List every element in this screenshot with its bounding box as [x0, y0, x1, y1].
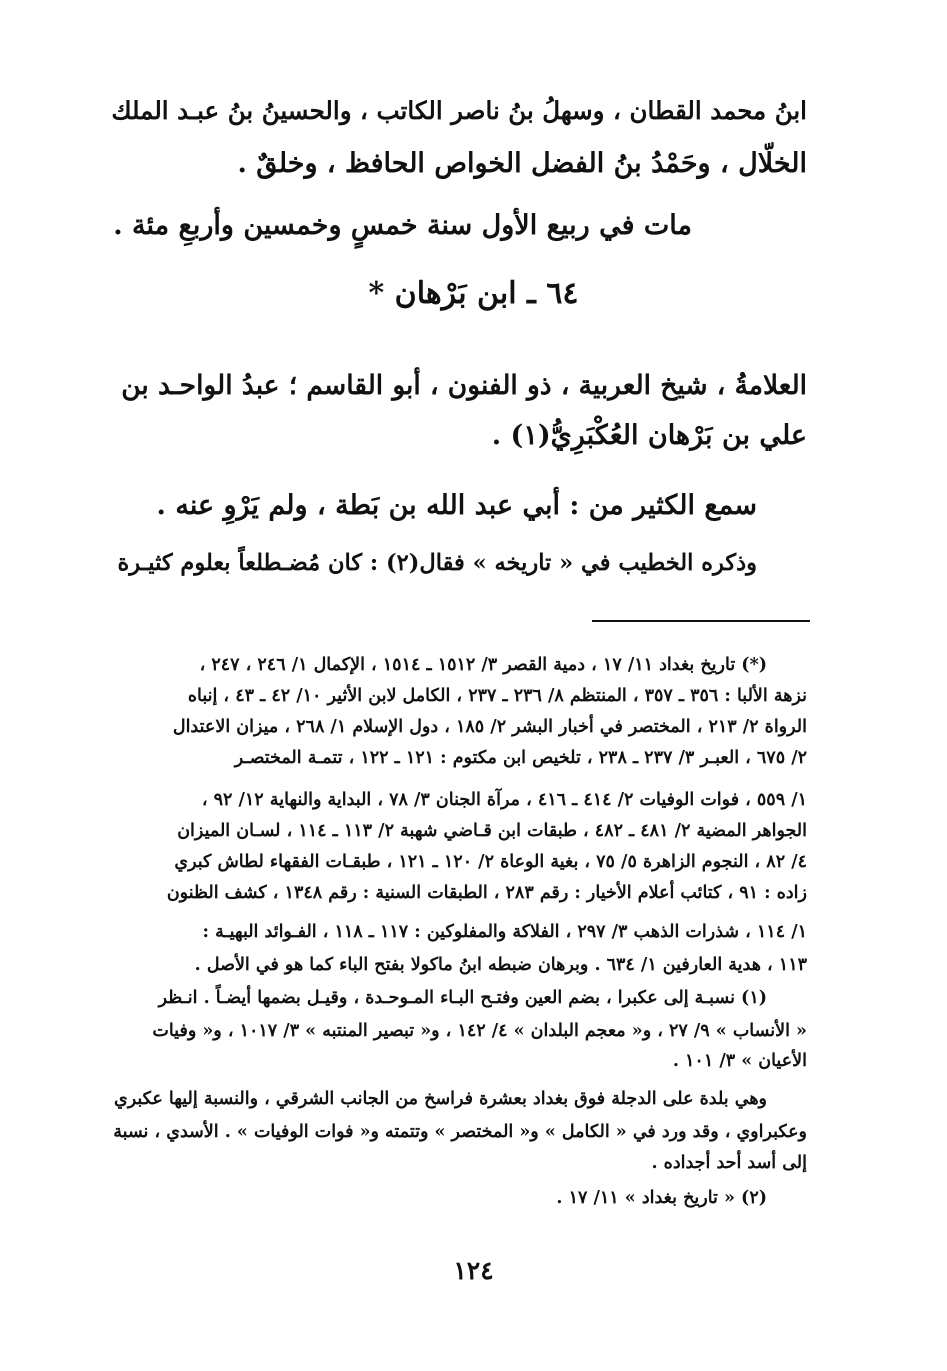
entry-line-3: سمع الكثير من : أبي عبد الله بن بَطة ، ولم يَرْوِ عنه .: [156, 490, 757, 521]
footnote-separator: [592, 620, 810, 622]
footnote-line: الرواة ٢/ ٢١٣ ، المختصر في أخبار البشر ٢/ ١٨٥ ، دول الإسلام ١/ ٢٦٨ ، ميزان الاعتدال: [172, 717, 807, 737]
entry-line-2: علي بن بَرْهان العُكْبَرِيُّ(١) .: [491, 420, 807, 451]
footnote-line: وعكبراوي ، وقد ورد في « الكامل » و« المختصر » وتتمته و« فوات الوفيات » . الأسدي ، نسبة: [113, 1122, 807, 1142]
footnote-line: إلى أسد أحد أجداده .: [651, 1153, 807, 1173]
footnote-line: ١/ ٥٥٩ ، فوات الوفيات ٢/ ٤١٤ ـ ٤١٦ ، مرآة الجنان ٣/ ٧٨ ، البداية والنهاية ١٢/ ٩٢ ،: [201, 790, 807, 810]
death-date-line: مات في ربيع الأول سنة خمسٍ وخمسين وأربعِ مئة .: [113, 210, 692, 241]
footnote-line: (*) تاريخ بغداد ١١/ ١٧ ، دمية القصر ٣/ ١٥١٢ ـ ١٥١٤ ، الإكمال ١/ ٢٤٦ ، ٢٤٧ ،: [199, 655, 767, 675]
footnote-line: ١١٣ ، هدية العارفين ١/ ٦٣٤ . وبرهان ضبطه ابنُ ماكولا بفتح الباء كما هو في الأصل .: [194, 955, 807, 975]
footnote-line: نزهة الألبا : ٣٥٦ ـ ٣٥٧ ، المنتظم ٨/ ٢٣٦ ـ ٢٣٧ ، الكامل لابن الأثير ١٠/ ٤٢ ـ ٤٣ ، إنباه: [187, 686, 807, 706]
page-number: ١٢٤: [453, 1256, 494, 1285]
footnote-line: وهي بلدة على الدجلة فوق بغداد بعشرة فراسخ من الجانب الشرقي ، والنسبة إليها عكبري: [114, 1089, 767, 1109]
footnote-line: الجواهر المضية ٢/ ٤٨١ ـ ٤٨٢ ، طبقات ابن قـاضي شهبة ٢/ ١١٣ ـ ١١٤ ، لسـان الميزان: [177, 821, 807, 841]
footnote-line: ٤/ ٨٢ ، النجوم الزاهرة ٥/ ٧٥ ، بغية الوعاة ٢/ ١٢٠ ـ ١٢١ ، طبقـات الفقهاء لطاش كبري: [174, 852, 807, 872]
footnote-line: ٢/ ٦٧٥ ، العبـر ٣/ ٢٣٧ ـ ٢٣٨ ، تلخيص ابن مكتوم : ١٢١ ـ ١٢٢ ، تتمـة المختصـر: [234, 748, 807, 768]
intro-line-1: ابنُ محمد القطان ، وسهلُ بنُ ناصر الكاتب ، والحسينُ بنُ عبـد الملك: [111, 96, 807, 125]
footnote-line: الأعيان » ٣/ ١٠١ .: [672, 1051, 807, 1071]
footnote-line: « الأنساب » ٩/ ٢٧ ، و« معجم البلدان » ٤/ ١٤٢ ، و« تبصير المنتبه » ٣/ ١٠١٧ ، و« وفيات: [152, 1021, 807, 1041]
entry-heading: ٦٤ ـ ابن بَرْهان *: [368, 276, 579, 311]
entry-line-4: وذكره الخطيب في « تاريخه » فقال(٢) : كان مُضـطلعاً بعلوم كثيـرة: [117, 550, 757, 576]
footnote-line: (١) نسبـة إلى عكبرا ، بضم العين وفتـح البـاء المـوحـدة ، وقيـل بضمها أيضـاً . انـظر: [158, 988, 767, 1008]
footnote-line: ١/ ١١٤ ، شذرات الذهب ٣/ ٢٩٧ ، الفلاكة والمفلوكين : ١١٧ ـ ١١٨ ، الفـوائد البهيـة :: [202, 922, 807, 942]
footnote-line: زاده : ٩١ ، كتائب أعلام الأخيار : رقم ٢٨٣ ، الطبقات السنية : رقم ١٣٤٨ ، كشف الظنون: [166, 883, 807, 903]
intro-line-2: الخلّال ، وحَمْدُ بنُ الفضل الخواص الحافظ ، وخلقٌ .: [237, 148, 807, 179]
footnote-line: (٢) « تاريخ بغداد » ١١/ ١٧ .: [556, 1188, 767, 1208]
entry-line-1: العلامةُ ، شيخ العربية ، ذو الفنون ، أبو القاسم ؛ عبدُ الواحـد بن: [121, 370, 807, 401]
